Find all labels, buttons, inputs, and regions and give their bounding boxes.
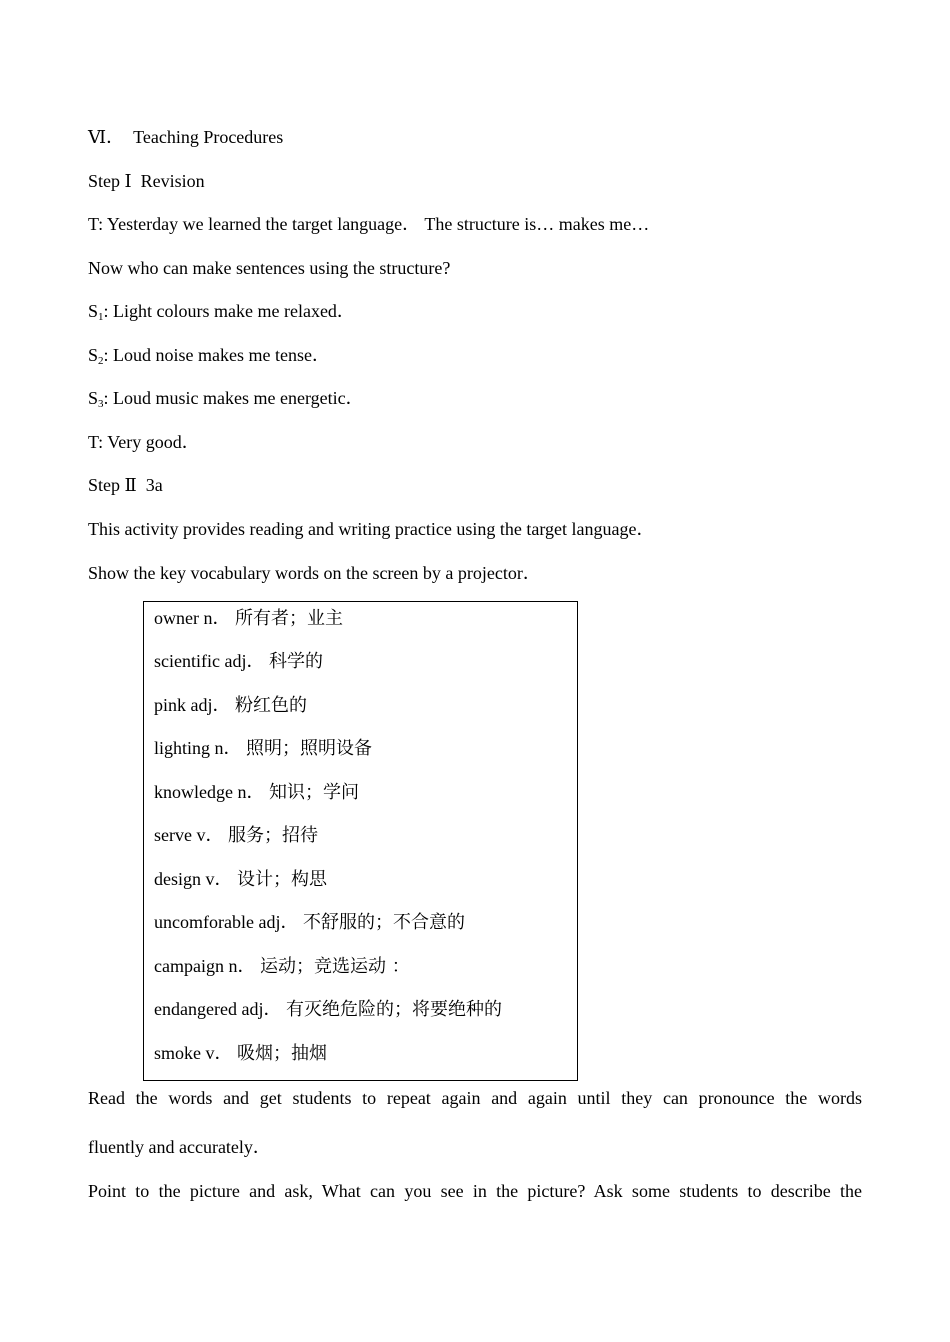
student-one-subscript: 1 <box>98 311 104 323</box>
vocab-meaning: 科学的 <box>268 651 323 672</box>
picture-instruction-line-1: Point to the picture and ask, What can you see in the picture? Ask some students to describe the <box>88 1181 862 1201</box>
vocab-word: pink adj． <box>154 695 231 715</box>
step-two-name: 3a <box>145 475 163 495</box>
student-one-prefix: S <box>88 301 99 321</box>
student-one-text: : Light colours make me relaxed． <box>103 301 355 321</box>
vocab-word: knowledge n． <box>154 782 265 802</box>
student-two-text: : Loud noise makes me tense． <box>103 345 330 365</box>
vocab-meaning: 所有者；业主 <box>234 608 343 629</box>
vocab-meaning: 粉红色的 <box>235 695 307 716</box>
student-three-line <box>88 386 364 410</box>
vocab-word: serve v． <box>154 825 224 845</box>
question-line: Now who can make sentences using the structure? <box>88 258 451 278</box>
vocab-meaning: 服务；招待 <box>227 825 318 846</box>
student-three-prefix: S <box>88 388 99 408</box>
teacher-reply: T: Very good． <box>88 432 200 452</box>
vocab-word: owner n． <box>154 608 231 628</box>
step-two-label: Step Ⅱ <box>88 475 137 495</box>
vocab-item <box>154 693 307 718</box>
vocabulary-box <box>143 601 578 1081</box>
step-one-heading <box>88 169 205 193</box>
step-one-label: Step Ⅰ <box>88 171 132 191</box>
vocab-word: campaign n． <box>154 956 256 976</box>
section-title: Teaching Procedures <box>133 127 284 147</box>
vocab-meaning: 有灭绝危险的；将要绝种的 <box>285 999 502 1020</box>
vocab-item <box>154 867 327 892</box>
vocab-item <box>154 954 410 979</box>
vocab-item <box>154 780 359 805</box>
vocab-item <box>154 606 343 631</box>
vocab-item <box>154 910 465 935</box>
vocab-meaning: 知识；学问 <box>268 782 359 803</box>
read-instruction-line-1: Read the words and get students to repeat again and again until they can pronounce the words <box>88 1088 862 1108</box>
vocab-item <box>154 997 502 1022</box>
projector-instruction: Show the key vocabulary words on the screen by a projector． <box>88 563 541 583</box>
vocab-meaning: 运动；竞选运动 ： <box>259 956 410 977</box>
teacher-line: T: Yesterday we learned the target language． The structure is… makes me… <box>88 214 650 234</box>
student-two-prefix: S <box>88 345 99 365</box>
vocab-word: design v． <box>154 869 233 889</box>
section-numeral: Ⅵ． <box>88 127 125 147</box>
vocab-item <box>154 736 372 761</box>
vocab-word: scientific adj． <box>154 651 265 671</box>
vocab-meaning: 吸烟；抽烟 <box>237 1043 327 1064</box>
student-one-line <box>88 299 355 323</box>
activity-intro: This activity provides reading and writing practice using the target language． <box>88 519 655 539</box>
vocab-item <box>154 1041 327 1066</box>
student-two-subscript: 2 <box>98 355 104 367</box>
vocab-word: endangered adj． <box>154 999 282 1019</box>
vocab-meaning: 不舒服的；不合意的 <box>302 912 465 933</box>
vocab-word: smoke v． <box>154 1043 233 1063</box>
section-heading <box>88 125 283 149</box>
student-two-line <box>88 343 330 367</box>
vocab-word: uncomforable adj． <box>154 912 299 932</box>
vocab-word: lighting n． <box>154 738 242 758</box>
step-one-name: Revision <box>140 171 205 191</box>
student-three-text: : Loud music makes me energetic． <box>103 388 364 408</box>
vocab-meaning: 设计；构思 <box>237 869 327 890</box>
vocab-item <box>154 823 318 848</box>
step-two-heading <box>88 473 163 497</box>
read-instruction-line-2: fluently and accurately． <box>88 1137 271 1157</box>
vocab-item <box>154 649 323 674</box>
student-three-subscript: 3 <box>98 398 104 410</box>
vocab-meaning: 照明；照明设备 <box>246 738 373 759</box>
